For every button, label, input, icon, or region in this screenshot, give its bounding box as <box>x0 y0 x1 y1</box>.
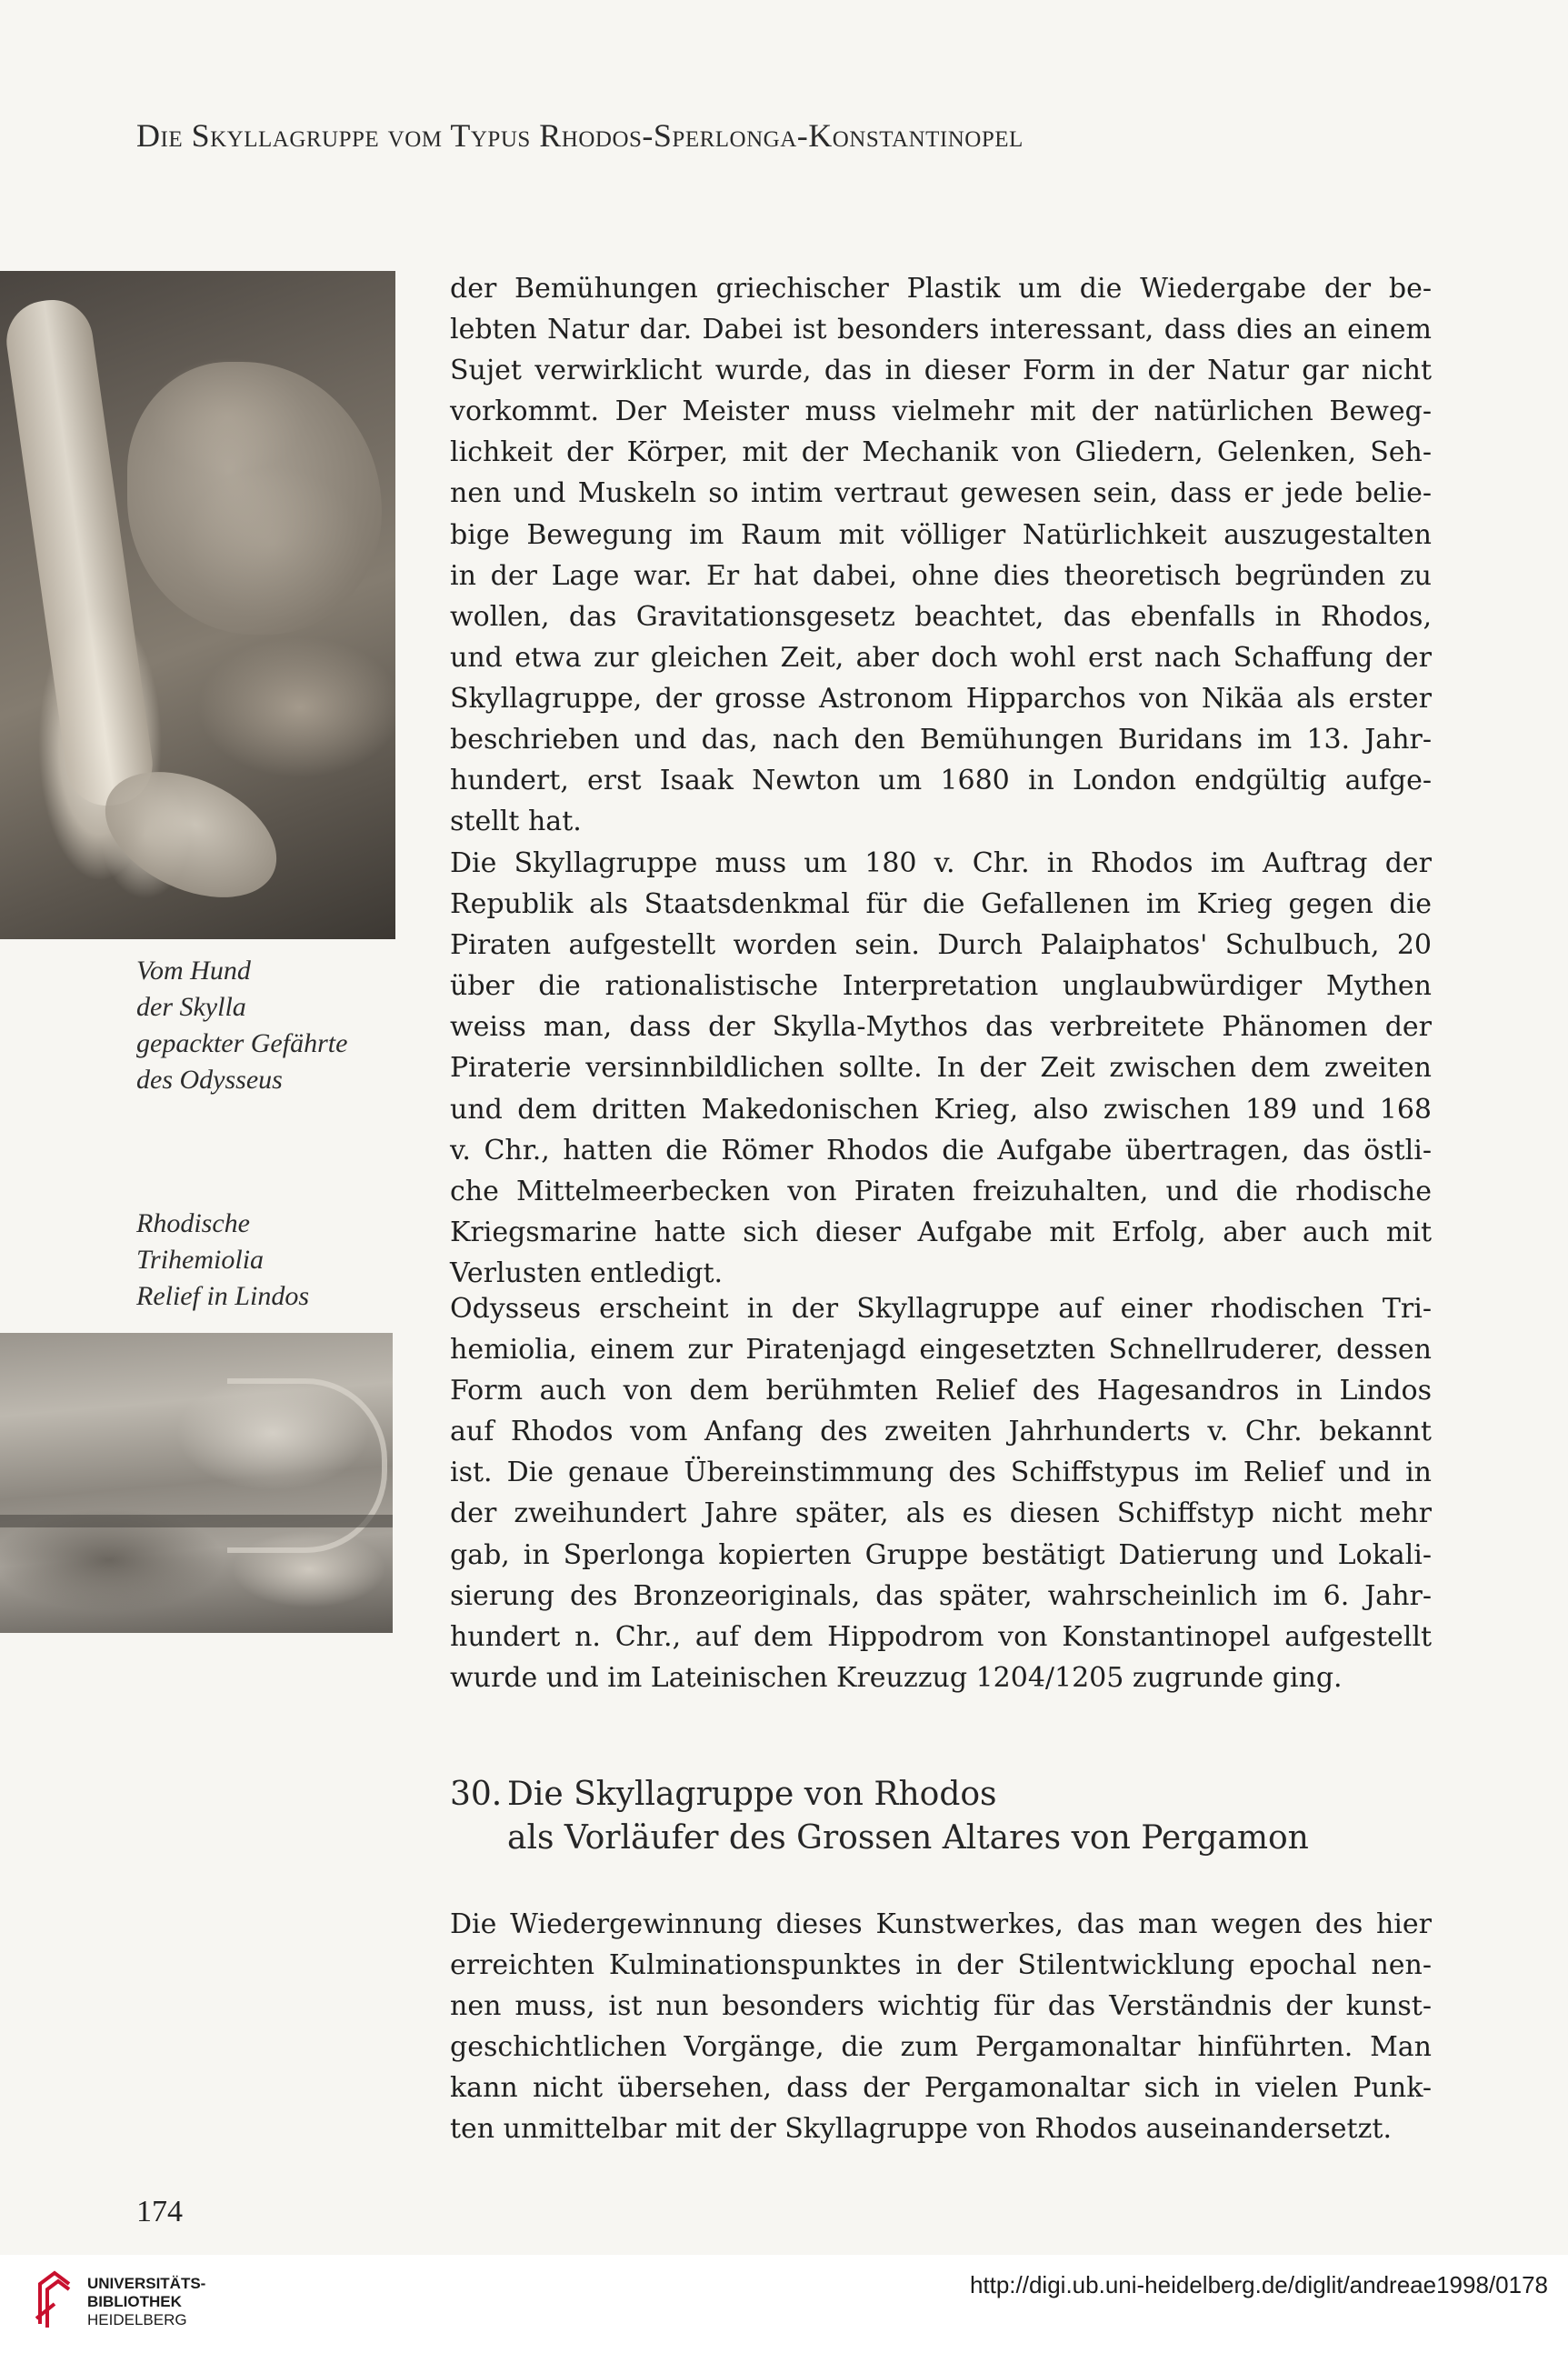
text-line: in der Lage war. Er hat dabei, ohne dies theoretisch begründen zu <box>450 559 1432 592</box>
caption-sculpture <box>136 953 347 1098</box>
paragraph-2 <box>450 843 1432 1294</box>
rock-ledge-shape <box>0 1515 393 1527</box>
text-line: vorkommt. Der Meister muss vielmehr mit der natürlichen Beweg- <box>450 396 1432 428</box>
text-line: lebten Natur dar. Dabei ist besonders interessant, dass dies an einem <box>450 314 1432 346</box>
source-url-link[interactable]: http://digi.ub.uni-heidelberg.de/diglit/andreae1998/0178 <box>969 2271 1548 2298</box>
library-name-line: UNIVERSITÄTS- <box>87 2275 206 2292</box>
caption-line: Rhodische <box>136 1208 250 1238</box>
text-line: beschrieben und das, nach den Bemühungen Buridans im 13. Jahr- <box>450 724 1432 756</box>
sculpture-photo <box>0 271 395 939</box>
caption-line: Relief in Lindos <box>136 1281 309 1311</box>
text-line: der Bemühungen griechischer Plastik um die Wiedergabe der be- <box>450 273 1432 305</box>
text-line: hemiolia, einem zur Piratenjagd eingesetzten Schnellruderer, dessen <box>450 1334 1432 1367</box>
relief-photo <box>0 1333 393 1633</box>
text-line: der zweihundert Jahre später, als es diesen Schiffstyp nicht mehr <box>450 1497 1432 1530</box>
text-line: nen und Muskeln so intim vertraut gewesen sein, dass er jede belie- <box>450 477 1432 510</box>
library-logo-icon <box>35 2268 75 2331</box>
text-line: che Mittelmeerbecken von Piraten freizuhalten, und die rhodische <box>450 1175 1432 1207</box>
text-line: v. Chr., hatten die Römer Rhodos die Aufgabe übertragen, das östli- <box>450 1134 1432 1166</box>
text-line: Die Wiedergewinnung dieses Kunstwerkes, das man wegen des hier <box>450 1908 1432 1940</box>
text-line: stellt hat. <box>450 806 582 838</box>
text-line: wurde und im Lateinischen Kreuzzug 1204/1205 zugrunde ging. <box>450 1661 1343 1694</box>
caption-line: des Odysseus <box>136 1065 283 1095</box>
sculpture-figure-shape <box>1 295 157 811</box>
text-line: hundert, erst Isaak Newton um 1680 in London endgültig aufge- <box>450 765 1432 797</box>
section-number: 30. <box>450 1776 503 1813</box>
text-line: und etwa zur gleichen Zeit, aber doch wohl erst nach Schaffung der <box>450 641 1432 674</box>
text-line: bige Bewegung im Raum mit völliger Natürlichkeit auszugestalten <box>450 518 1432 551</box>
text-line: nen muss, ist nun besonders wichtig für das Verständnis der kunst- <box>450 1990 1432 2023</box>
library-name-line: HEIDELBERG <box>87 2311 187 2328</box>
text-line: Verlusten entledigt. <box>450 1257 724 1289</box>
paragraph-1 <box>450 268 1432 842</box>
text-line: ten unmittelbar mit der Skyllagruppe von Rhodos auseinandersetzt. <box>450 2113 1392 2146</box>
text-line: Sujet verwirklicht wurde, das in dieser Form in der Natur gar nicht <box>450 355 1432 387</box>
text-line: Republik als Staatsdenkmal für die Gefallenen im Krieg gegen die <box>450 888 1432 921</box>
text-line: Skyllagruppe, der grosse Astronom Hipparchos von Nikäa als erster <box>450 682 1432 715</box>
page-number: 174 <box>136 2195 183 2228</box>
caption-line: Trihemiolia <box>136 1245 265 1275</box>
library-name <box>87 2275 205 2329</box>
text-line: Die Skyllagruppe muss um 180 v. Chr. in Rhodos im Auftrag der <box>450 847 1432 879</box>
text-line: weiss man, dass der Skylla-Mythos das verbreitete Phänomen der <box>450 1011 1432 1044</box>
text-line: Piraten aufgestellt worden sein. Durch Palaiphatos' Schulbuch, 20 <box>450 929 1432 962</box>
text-line: erreichten Kulminationspunktes in der Stilentwicklung epochal nen- <box>450 1949 1432 1982</box>
caption-relief <box>136 1206 309 1315</box>
text-line: über die rationalistische Interpretation unglaubwürdiger Mythen <box>450 970 1432 1003</box>
library-name-line: BIBLIOTHEK <box>87 2293 182 2310</box>
sculpture-torso-shape <box>127 362 382 635</box>
section-title-line-1: Die Skyllagruppe von Rhodos <box>507 1776 997 1813</box>
text-line: kann nicht übersehen, dass der Pergamonaltar sich in vielen Punk- <box>450 2072 1432 2105</box>
text-line: gab, in Sperlonga kopierten Gruppe bestätigt Datierung und Lokali- <box>450 1538 1432 1571</box>
section-heading <box>450 1773 1309 1860</box>
section-title-line-2: als Vorläufer des Grossen Altares von Pergamon <box>507 1819 1309 1857</box>
text-line: und dem dritten Makedonischen Krieg, also zwischen 189 und 168 <box>450 1093 1432 1126</box>
text-line: hundert n. Chr., auf dem Hippodrom von Konstantinopel aufgestellt <box>450 1620 1432 1653</box>
paragraph-4 <box>450 1904 1432 2150</box>
text-line: sierung des Bronzeoriginals, das später, wahrscheinlich im 6. Jahr- <box>450 1579 1432 1612</box>
caption-line: der Skylla <box>136 992 246 1022</box>
paragraph-3 <box>450 1288 1432 1698</box>
text-line: Piraterie versinnbildlichen sollte. In der Zeit zwischen dem zweiten <box>450 1052 1432 1085</box>
running-head: Die Skyllagruppe vom Typus Rhodos-Sperlonga-Konstantinopel <box>136 117 1024 154</box>
text-line: lichkeit der Körper, mit der Mechanik von Gliedern, Gelenken, Seh- <box>450 436 1432 469</box>
text-line: Form auch von dem berühmten Relief des Hagesandros in Lindos <box>450 1375 1432 1407</box>
text-line: geschichtlichen Vorgänge, die zum Pergamonaltar hinführten. Man <box>450 2031 1432 2064</box>
text-line: Odysseus erscheint in der Skyllagruppe auf einer rhodischen Tri- <box>450 1293 1432 1325</box>
text-line: ist. Die genaue Übereinstimmung des Schiffstypus im Relief und in <box>450 1457 1432 1489</box>
caption-line: Vom Hund <box>136 956 251 986</box>
text-line: wollen, das Gravitationsgesetz beachtet, das ebenfalls in Rhodos, <box>450 600 1432 633</box>
caption-line: gepackter Gefährte <box>136 1028 348 1058</box>
text-line: Kriegsmarine hatte sich dieser Aufgabe mit Erfolg, aber auch mit <box>450 1216 1432 1248</box>
text-line: auf Rhodos vom Anfang des zweiten Jahrhunderts v. Chr. bekannt <box>450 1416 1432 1448</box>
